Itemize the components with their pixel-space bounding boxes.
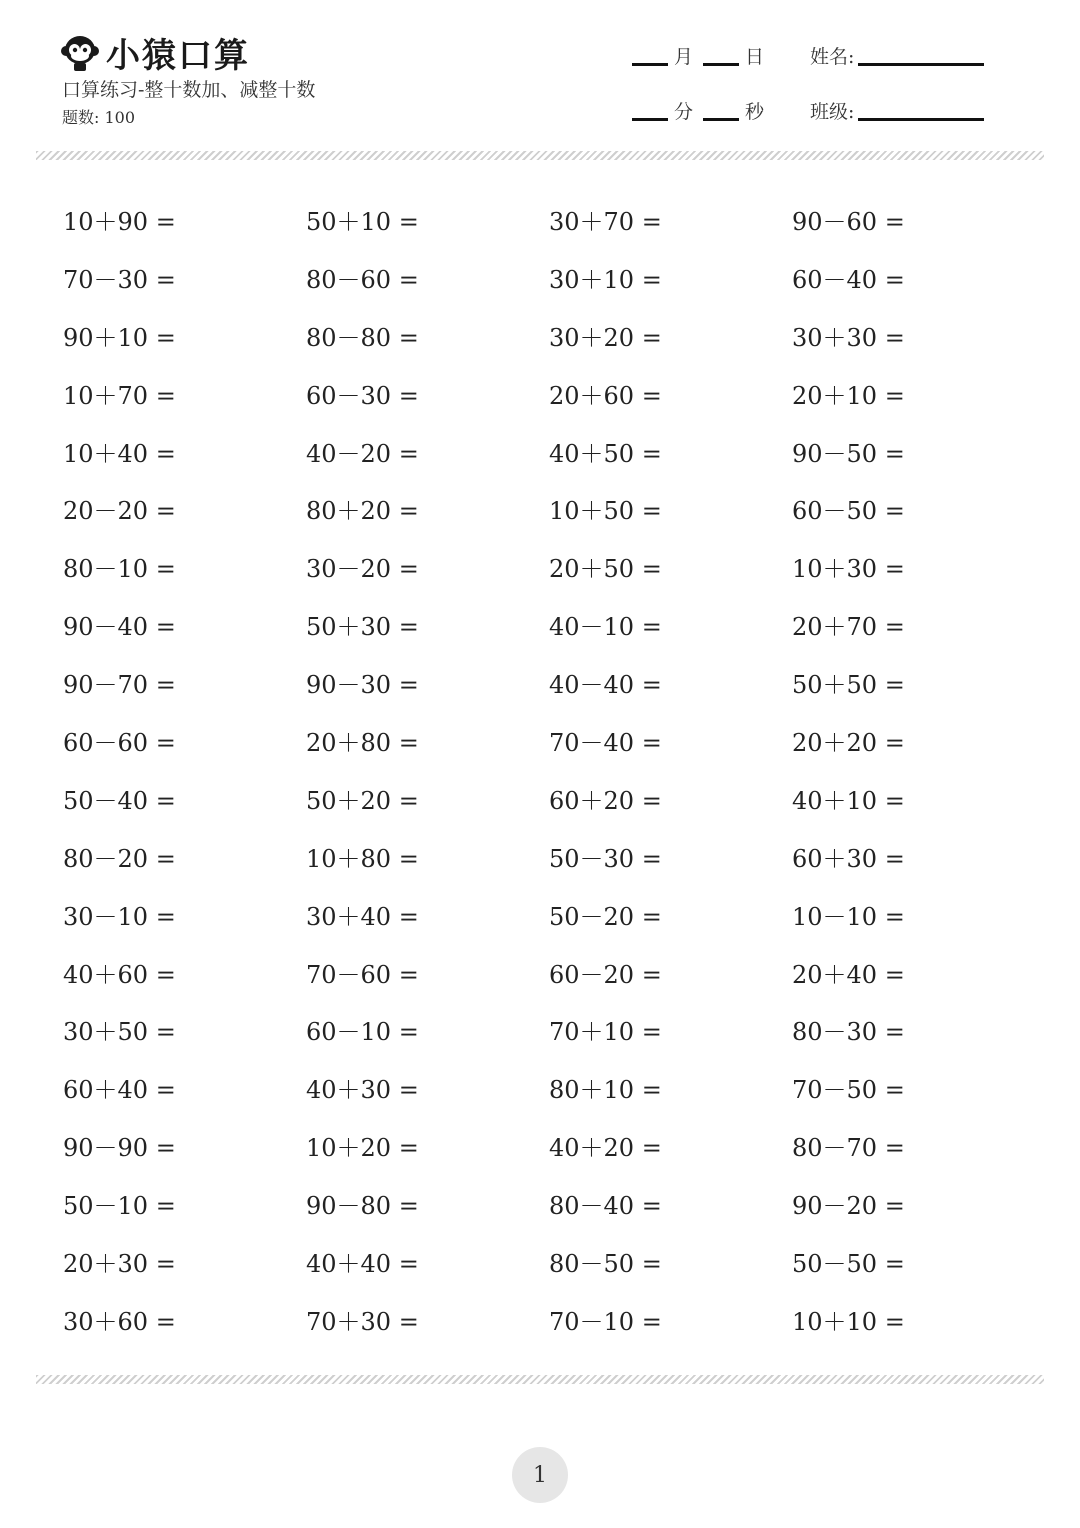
top-hatched-divider: [36, 151, 1044, 160]
arithmetic-problem: 40＋50 =: [549, 439, 662, 468]
name-blank[interactable]: [858, 63, 984, 66]
arithmetic-problem: 80＋10 =: [549, 1076, 662, 1105]
arithmetic-problem: 30＋40 =: [306, 902, 419, 931]
minute-label: 分: [674, 101, 694, 123]
arithmetic-problem: 10＋90 =: [63, 208, 176, 236]
arithmetic-problem: 70－30 =: [63, 265, 176, 294]
worksheet-title: 口算练习-整十数加、减整十数: [62, 79, 316, 101]
arithmetic-problem: 10＋30 =: [792, 555, 905, 584]
arithmetic-problem: 70－60 =: [306, 960, 419, 989]
monkey-face-icon: [60, 33, 100, 73]
second-label: 秒: [745, 101, 765, 123]
arithmetic-problem: 60＋20 =: [549, 786, 662, 815]
problem-grid: [63, 193, 1035, 1351]
arithmetic-problem: 70－10 =: [549, 1307, 662, 1336]
arithmetic-problem: 20＋80 =: [306, 729, 419, 758]
arithmetic-problem: 30＋20 =: [549, 323, 662, 352]
arithmetic-problem: 60－20 =: [549, 960, 662, 989]
arithmetic-problem: 60－10 =: [306, 1018, 419, 1047]
arithmetic-problem: 40－10 =: [549, 613, 662, 642]
class-label: 班级:: [810, 101, 855, 123]
brand-logo: [60, 28, 250, 77]
arithmetic-problem: 10＋50 =: [549, 497, 662, 526]
arithmetic-problem: 40－40 =: [549, 671, 662, 700]
arithmetic-problem: 70－50 =: [792, 1076, 905, 1105]
arithmetic-problem: 60－50 =: [792, 497, 905, 526]
arithmetic-problem: 40＋20 =: [549, 1134, 662, 1163]
arithmetic-problem: 20＋50 =: [549, 555, 662, 584]
arithmetic-problem: 80－10 =: [63, 555, 176, 584]
arithmetic-problem: 90－90 =: [63, 1134, 176, 1163]
arithmetic-problem: 60－40 =: [792, 265, 905, 294]
arithmetic-problem: 60＋30 =: [792, 844, 905, 873]
arithmetic-problem: 80＋20 =: [306, 497, 419, 526]
arithmetic-problem: 20＋70 =: [792, 613, 905, 642]
arithmetic-problem: 70＋30 =: [306, 1307, 419, 1336]
arithmetic-problem: 50－30 =: [549, 844, 662, 873]
arithmetic-problem: 10－10 =: [792, 902, 905, 931]
brand-name: 小猿口算: [106, 36, 250, 76]
arithmetic-problem: 20＋60 =: [549, 381, 662, 410]
arithmetic-problem: 60＋40 =: [63, 1076, 176, 1105]
arithmetic-problem: 90－80 =: [306, 1192, 419, 1221]
arithmetic-problem: 50＋10 =: [306, 208, 419, 236]
arithmetic-problem: 90－50 =: [792, 439, 905, 468]
arithmetic-problem: 50－10 =: [63, 1192, 176, 1221]
arithmetic-problem: 30－20 =: [306, 555, 419, 584]
arithmetic-problem: 80－30 =: [792, 1018, 905, 1047]
arithmetic-problem: 40＋60 =: [63, 960, 176, 989]
arithmetic-problem: 30＋60 =: [63, 1307, 176, 1336]
arithmetic-problem: 20＋30 =: [63, 1250, 176, 1279]
page-number-badge: 1: [512, 1447, 568, 1503]
arithmetic-problem: 10＋10 =: [792, 1307, 905, 1336]
arithmetic-problem: 50－50 =: [792, 1250, 905, 1279]
arithmetic-problem: 40＋40 =: [306, 1250, 419, 1279]
arithmetic-problem: 90－70 =: [63, 671, 176, 700]
arithmetic-problem: 20＋40 =: [792, 960, 905, 989]
arithmetic-problem: 80－60 =: [306, 265, 419, 294]
arithmetic-problem: 30＋10 =: [549, 265, 662, 294]
day-blank[interactable]: [703, 63, 739, 66]
arithmetic-problem: 10＋20 =: [306, 1134, 419, 1163]
arithmetic-problem: 90＋10 =: [63, 323, 176, 352]
arithmetic-problem: 40－20 =: [306, 439, 419, 468]
arithmetic-problem: 50＋50 =: [792, 671, 905, 700]
arithmetic-problem: 50＋20 =: [306, 786, 419, 815]
arithmetic-problem: 20－20 =: [63, 497, 176, 526]
arithmetic-problem: 90－40 =: [63, 613, 176, 642]
arithmetic-problem: 60－30 =: [306, 381, 419, 410]
arithmetic-problem: 10＋70 =: [63, 381, 176, 410]
arithmetic-problem: 80－20 =: [63, 844, 176, 873]
arithmetic-problem: 50－40 =: [63, 786, 176, 815]
arithmetic-problem: 30＋70 =: [549, 208, 662, 236]
arithmetic-problem: 30－10 =: [63, 902, 176, 931]
arithmetic-problem: 20＋20 =: [792, 729, 905, 758]
arithmetic-problem: 40＋30 =: [306, 1076, 419, 1105]
arithmetic-problem: 70－40 =: [549, 729, 662, 758]
month-label: 月: [674, 46, 694, 68]
name-label: 姓名:: [810, 46, 855, 68]
arithmetic-problem: 90－60 =: [792, 208, 905, 236]
arithmetic-problem: 90－20 =: [792, 1192, 905, 1221]
arithmetic-problem: 50－20 =: [549, 902, 662, 931]
arithmetic-problem: 80－70 =: [792, 1134, 905, 1163]
arithmetic-problem: 90－30 =: [306, 671, 419, 700]
arithmetic-problem: 30＋50 =: [63, 1018, 176, 1047]
arithmetic-problem: 10＋80 =: [306, 844, 419, 873]
day-label: 日: [745, 46, 765, 68]
worksheet-header: [0, 0, 1080, 150]
arithmetic-problem: 60－60 =: [63, 729, 176, 758]
arithmetic-problem: 70＋10 =: [549, 1018, 662, 1047]
arithmetic-problem: 80－50 =: [549, 1250, 662, 1279]
arithmetic-problem: 50＋30 =: [306, 613, 419, 642]
arithmetic-problem: 80－80 =: [306, 323, 419, 352]
second-blank[interactable]: [703, 118, 739, 121]
question-count: 题数: 100: [62, 108, 136, 127]
arithmetic-problem: 30＋30 =: [792, 323, 905, 352]
arithmetic-problem: 10＋40 =: [63, 439, 176, 468]
bottom-hatched-divider: [36, 1375, 1044, 1384]
class-blank[interactable]: [858, 118, 984, 121]
arithmetic-problem: 20＋10 =: [792, 381, 905, 410]
minute-blank[interactable]: [632, 118, 668, 121]
time-class-row: [632, 97, 984, 124]
date-name-row: [632, 42, 984, 69]
month-blank[interactable]: [632, 63, 668, 66]
arithmetic-problem: 80－40 =: [549, 1192, 662, 1221]
arithmetic-problem: 40＋10 =: [792, 786, 905, 815]
